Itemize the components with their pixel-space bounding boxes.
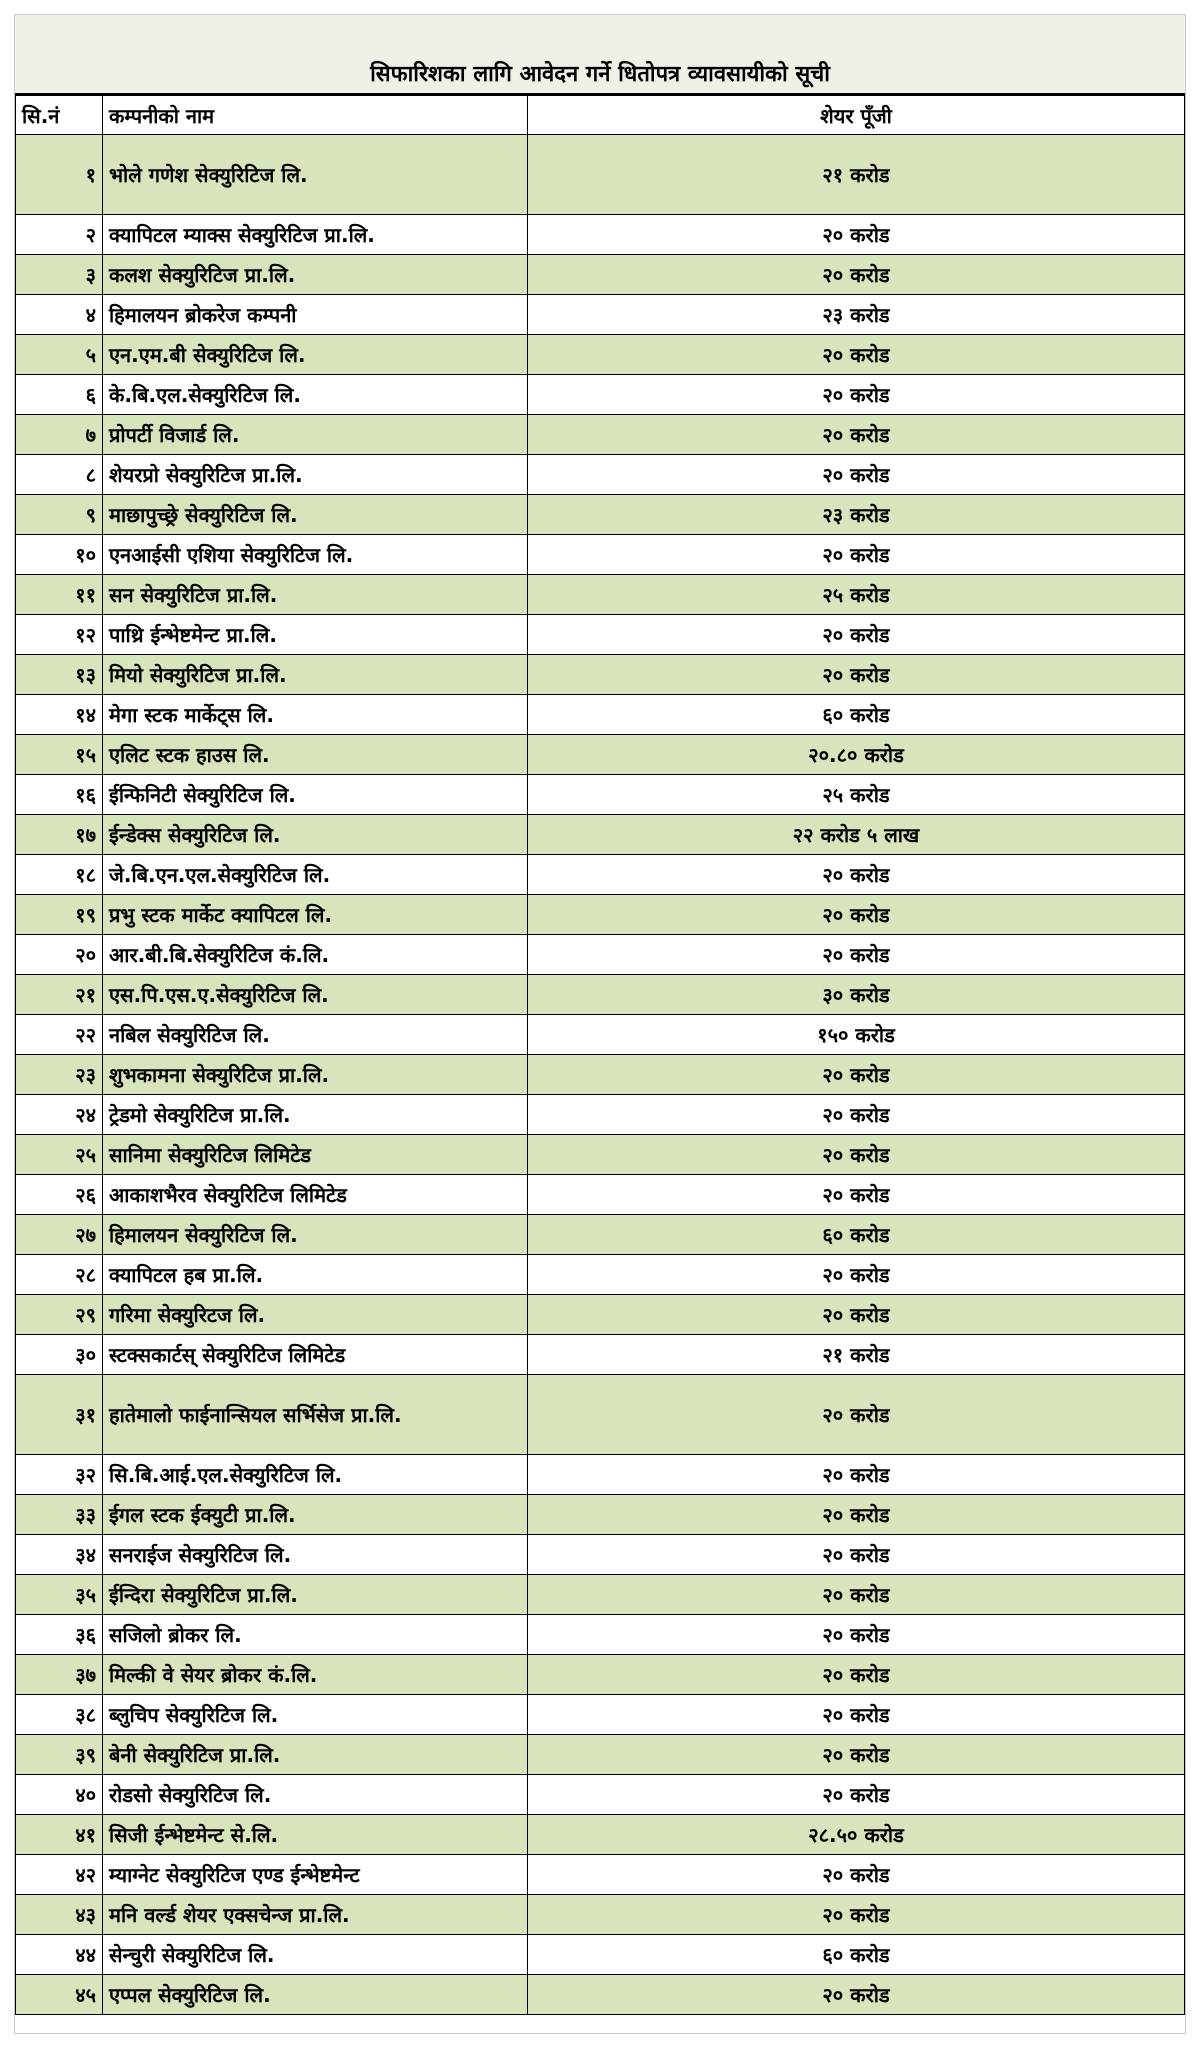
serial-number-cell: १३ <box>16 655 103 695</box>
serial-number-cell: ३९ <box>16 1735 103 1775</box>
serial-number-cell: १६ <box>16 775 103 815</box>
company-name-cell: हिमालयन सेक्युरिटिज लि. <box>103 1215 528 1255</box>
serial-number-cell: ३६ <box>16 1615 103 1655</box>
share-capital-cell: २० करोड <box>528 1495 1185 1535</box>
table-row <box>16 815 1185 855</box>
company-name-cell: सिजी ईन्भेष्टमेन्ट से.लि. <box>103 1815 528 1855</box>
share-capital-cell: २० करोड <box>528 895 1185 935</box>
serial-number-cell: ५ <box>16 335 103 375</box>
share-capital-cell: २० करोड <box>528 1095 1185 1135</box>
share-capital-cell: २० करोड <box>528 1655 1185 1695</box>
share-capital-cell: २० करोड <box>528 1695 1185 1735</box>
company-name-cell: कलश सेक्युरिटिज प्रा.लि. <box>103 255 528 295</box>
serial-number-cell: २८ <box>16 1255 103 1295</box>
table-row <box>16 695 1185 735</box>
table-row <box>16 1295 1185 1335</box>
company-name-cell: मिल्की वे सेयर ब्रोकर कं.लि. <box>103 1655 528 1695</box>
table-row <box>16 1935 1185 1975</box>
table-row <box>16 295 1185 335</box>
table-row <box>16 1615 1185 1655</box>
serial-number-cell: १२ <box>16 615 103 655</box>
share-capital-cell: २० करोड <box>528 1855 1185 1895</box>
company-name-cell: रोडसो सेक्युरिटिज लि. <box>103 1775 528 1815</box>
company-name-cell: म्याग्नेट सेक्युरिटिज एण्ड ईन्भेष्टमेन्ट <box>103 1855 528 1895</box>
serial-number-cell: १९ <box>16 895 103 935</box>
share-capital-cell: २० करोड <box>528 415 1185 455</box>
serial-number-cell: १४ <box>16 695 103 735</box>
serial-number-cell: १५ <box>16 735 103 775</box>
table-row <box>16 335 1185 375</box>
share-capital-cell: २१ करोड <box>528 135 1185 215</box>
table-row <box>16 1495 1185 1535</box>
table-row <box>16 1375 1185 1455</box>
serial-number-cell: ११ <box>16 575 103 615</box>
table-row <box>16 1215 1185 1255</box>
share-capital-cell: २० करोड <box>528 215 1185 255</box>
table-row <box>16 1815 1185 1855</box>
company-name-cell: गरिमा सेक्युरिटज लि. <box>103 1295 528 1335</box>
serial-number-cell: ४४ <box>16 1935 103 1975</box>
company-name-cell: एलिट स्टक हाउस लि. <box>103 735 528 775</box>
company-name-cell: एनआईसी एशिया सेक्युरिटिज लि. <box>103 535 528 575</box>
table-row <box>16 535 1185 575</box>
share-capital-cell: २३ करोड <box>528 495 1185 535</box>
company-name-cell: क्यापिटल हब प्रा.लि. <box>103 1255 528 1295</box>
serial-number-cell: २३ <box>16 1055 103 1095</box>
table-row <box>16 135 1185 215</box>
table-row <box>16 1135 1185 1175</box>
company-name-cell: ईन्दिरा सेक्युरिटिज प्रा.लि. <box>103 1575 528 1615</box>
share-capital-cell: २० करोड <box>528 1735 1185 1775</box>
document-title: सिफारिशका लागि आवेदन गर्ने धितोपत्र व्यावसायीको सूची <box>370 62 830 87</box>
share-capital-cell: २० करोड <box>528 375 1185 415</box>
document-sheet <box>14 14 1186 2034</box>
table-row <box>16 655 1185 695</box>
serial-number-cell: २ <box>16 215 103 255</box>
serial-number-cell: २० <box>16 935 103 975</box>
share-capital-cell: २० करोड <box>528 1975 1185 2015</box>
header-serial-number: सि.नं <box>16 96 103 135</box>
serial-number-cell: ३१ <box>16 1375 103 1455</box>
serial-number-cell: १७ <box>16 815 103 855</box>
share-capital-cell: २३ करोड <box>528 295 1185 335</box>
company-name-cell: आकाशभैरव सेक्युरिटिज लिमिटेड <box>103 1175 528 1215</box>
share-capital-cell: २० करोड <box>528 1895 1185 1935</box>
serial-number-cell: ३८ <box>16 1695 103 1735</box>
serial-number-cell: ३ <box>16 255 103 295</box>
table-row <box>16 1255 1185 1295</box>
serial-number-cell: ८ <box>16 455 103 495</box>
share-capital-cell: २१ करोड <box>528 1335 1185 1375</box>
company-name-cell: ट्रेडमो सेक्युरिटिज प्रा.लि. <box>103 1095 528 1135</box>
company-name-cell: ब्लुचिप सेक्युरिटिज लि. <box>103 1695 528 1735</box>
serial-number-cell: २१ <box>16 975 103 1015</box>
serial-number-cell: ३३ <box>16 1495 103 1535</box>
table-row <box>16 215 1185 255</box>
company-name-cell: शुभकामना सेक्युरिटिज प्रा.लि. <box>103 1055 528 1095</box>
company-name-cell: मनि वर्ल्ड शेयर एक्सचेन्ज प्रा.लि. <box>103 1895 528 1935</box>
company-name-cell: शेयरप्रो सेक्युरिटिज प्रा.लि. <box>103 455 528 495</box>
title-band <box>15 15 1185 95</box>
serial-number-cell: ४२ <box>16 1855 103 1895</box>
table-row <box>16 375 1185 415</box>
serial-number-cell: २२ <box>16 1015 103 1055</box>
table-row <box>16 495 1185 535</box>
table-row <box>16 1455 1185 1495</box>
serial-number-cell: २९ <box>16 1295 103 1335</box>
table-row <box>16 1095 1185 1135</box>
company-name-cell: माछापुच्छ्रे सेक्युरिटिज लि. <box>103 495 528 535</box>
table-row <box>16 255 1185 295</box>
company-name-cell: क्यापिटल म्याक्स सेक्युरिटिज प्रा.लि. <box>103 215 528 255</box>
serial-number-cell: ४५ <box>16 1975 103 2015</box>
share-capital-cell: २० करोड <box>528 1375 1185 1455</box>
table-row <box>16 895 1185 935</box>
serial-number-cell: ४३ <box>16 1895 103 1935</box>
share-capital-cell: २० करोड <box>528 335 1185 375</box>
company-name-cell: भोले गणेश सेक्युरिटिज लि. <box>103 135 528 215</box>
table-row <box>16 775 1185 815</box>
share-capital-cell: २० करोड <box>528 1535 1185 1575</box>
table-row <box>16 1855 1185 1895</box>
table-row <box>16 1775 1185 1815</box>
table-row <box>16 1175 1185 1215</box>
company-name-cell: मेगा स्टक मार्केट्स लि. <box>103 695 528 735</box>
table-row <box>16 415 1185 455</box>
table-row <box>16 1575 1185 1615</box>
serial-number-cell: २७ <box>16 1215 103 1255</box>
serial-number-cell: ४० <box>16 1775 103 1815</box>
company-name-cell: प्रोपर्टी विजार्ड लि. <box>103 415 528 455</box>
header-company-name: कम्पनीको नाम <box>103 96 528 135</box>
company-name-cell: के.बि.एल.सेक्युरिटिज लि. <box>103 375 528 415</box>
table-row <box>16 855 1185 895</box>
header-share-capital: शेयर पूँजी <box>528 96 1185 135</box>
share-capital-cell: ६० करोड <box>528 1215 1185 1255</box>
company-name-cell: ईन्फिनिटी सेक्युरिटिज लि. <box>103 775 528 815</box>
company-name-cell: आर.बी.बि.सेक्युरिटिज कं.लि. <box>103 935 528 975</box>
company-name-cell: ईगल स्टक ईक्युटी प्रा.लि. <box>103 1495 528 1535</box>
share-capital-cell: १५० करोड <box>528 1015 1185 1055</box>
company-name-cell: हिमालयन ब्रोकरेज कम्पनी <box>103 295 528 335</box>
serial-number-cell: २६ <box>16 1175 103 1215</box>
company-name-cell: जे.बि.एन.एल.सेक्युरिटिज लि. <box>103 855 528 895</box>
company-name-cell: एप्पल सेक्युरिटिज लि. <box>103 1975 528 2015</box>
company-name-cell: हातेमालो फाईनान्सियल सर्भिसेज प्रा.लि. <box>103 1375 528 1455</box>
table-row <box>16 1055 1185 1095</box>
serial-number-cell: ४ <box>16 295 103 335</box>
share-capital-cell: २० करोड <box>528 1175 1185 1215</box>
share-capital-cell: २० करोड <box>528 535 1185 575</box>
serial-number-cell: ६ <box>16 375 103 415</box>
company-name-cell: सनराईज सेक्युरिटिज लि. <box>103 1535 528 1575</box>
table-row <box>16 735 1185 775</box>
serial-number-cell: ३२ <box>16 1455 103 1495</box>
table-row <box>16 935 1185 975</box>
share-capital-cell: २२ करोड ५ लाख <box>528 815 1185 855</box>
serial-number-cell: ३७ <box>16 1655 103 1695</box>
share-capital-cell: २० करोड <box>528 255 1185 295</box>
company-name-cell: बेनी सेक्युरिटिज प्रा.लि. <box>103 1735 528 1775</box>
share-capital-cell: २० करोड <box>528 1775 1185 1815</box>
table-row <box>16 1695 1185 1735</box>
company-name-cell: एस.पि.एस.ए.सेक्युरिटिज लि. <box>103 975 528 1015</box>
share-capital-cell: २८.५० करोड <box>528 1815 1185 1855</box>
table-row <box>16 1015 1185 1055</box>
serial-number-cell: ३० <box>16 1335 103 1375</box>
table-row <box>16 1975 1185 2015</box>
share-capital-cell: २० करोड <box>528 1615 1185 1655</box>
company-name-cell: सि.बि.आई.एल.सेक्युरिटिज लि. <box>103 1455 528 1495</box>
table-header-row <box>16 96 1185 135</box>
serial-number-cell: १ <box>16 135 103 215</box>
share-capital-cell: २० करोड <box>528 1295 1185 1335</box>
company-name-cell: सानिमा सेक्युरिटिज लिमिटेड <box>103 1135 528 1175</box>
share-capital-cell: २० करोड <box>528 455 1185 495</box>
serial-number-cell: १० <box>16 535 103 575</box>
table-body <box>16 135 1185 2015</box>
share-capital-cell: २५ करोड <box>528 775 1185 815</box>
table-row <box>16 455 1185 495</box>
serial-number-cell: ७ <box>16 415 103 455</box>
table-row <box>16 975 1185 1015</box>
company-name-cell: मियो सेक्युरिटिज प्रा.लि. <box>103 655 528 695</box>
share-capital-cell: २० करोड <box>528 1575 1185 1615</box>
share-capital-cell: २५ करोड <box>528 575 1185 615</box>
serial-number-cell: ३४ <box>16 1535 103 1575</box>
serial-number-cell: २४ <box>16 1095 103 1135</box>
serial-number-cell: १८ <box>16 855 103 895</box>
share-capital-cell: २० करोड <box>528 935 1185 975</box>
share-capital-cell: ६० करोड <box>528 695 1185 735</box>
company-name-cell: स्टक्सकार्टस् सेक्युरिटिज लिमिटेड <box>103 1335 528 1375</box>
share-capital-cell: २० करोड <box>528 615 1185 655</box>
company-name-cell: एन.एम.बी सेक्युरिटिज लि. <box>103 335 528 375</box>
table-row <box>16 1895 1185 1935</box>
company-name-cell: प्रभु स्टक मार्केट क्यापिटल लि. <box>103 895 528 935</box>
company-name-cell: पाथ्रि ईन्भेष्टमेन्ट प्रा.लि. <box>103 615 528 655</box>
company-name-cell: सजिलो ब्रोकर लि. <box>103 1615 528 1655</box>
share-capital-cell: २० करोड <box>528 1135 1185 1175</box>
table-row <box>16 1735 1185 1775</box>
table-row <box>16 615 1185 655</box>
share-capital-cell: ६० करोड <box>528 1935 1185 1975</box>
share-capital-cell: २० करोड <box>528 1455 1185 1495</box>
share-capital-cell: ३० करोड <box>528 975 1185 1015</box>
serial-number-cell: २५ <box>16 1135 103 1175</box>
table-row <box>16 1655 1185 1695</box>
share-capital-cell: २० करोड <box>528 1055 1185 1095</box>
company-name-cell: ईन्डेक्स सेक्युरिटिज लि. <box>103 815 528 855</box>
share-capital-cell: २० करोड <box>528 855 1185 895</box>
company-name-cell: नबिल सेक्युरिटिज लि. <box>103 1015 528 1055</box>
share-capital-cell: २० करोड <box>528 655 1185 695</box>
securities-broker-table <box>15 95 1185 2015</box>
share-capital-cell: २० करोड <box>528 1255 1185 1295</box>
serial-number-cell: ९ <box>16 495 103 535</box>
table-row <box>16 1335 1185 1375</box>
company-name-cell: सेन्चुरी सेक्युरिटिज लि. <box>103 1935 528 1975</box>
serial-number-cell: ३५ <box>16 1575 103 1615</box>
table-row <box>16 575 1185 615</box>
share-capital-cell: २०.८० करोड <box>528 735 1185 775</box>
serial-number-cell: ४१ <box>16 1815 103 1855</box>
company-name-cell: सन सेक्युरिटिज प्रा.लि. <box>103 575 528 615</box>
table-row <box>16 1535 1185 1575</box>
